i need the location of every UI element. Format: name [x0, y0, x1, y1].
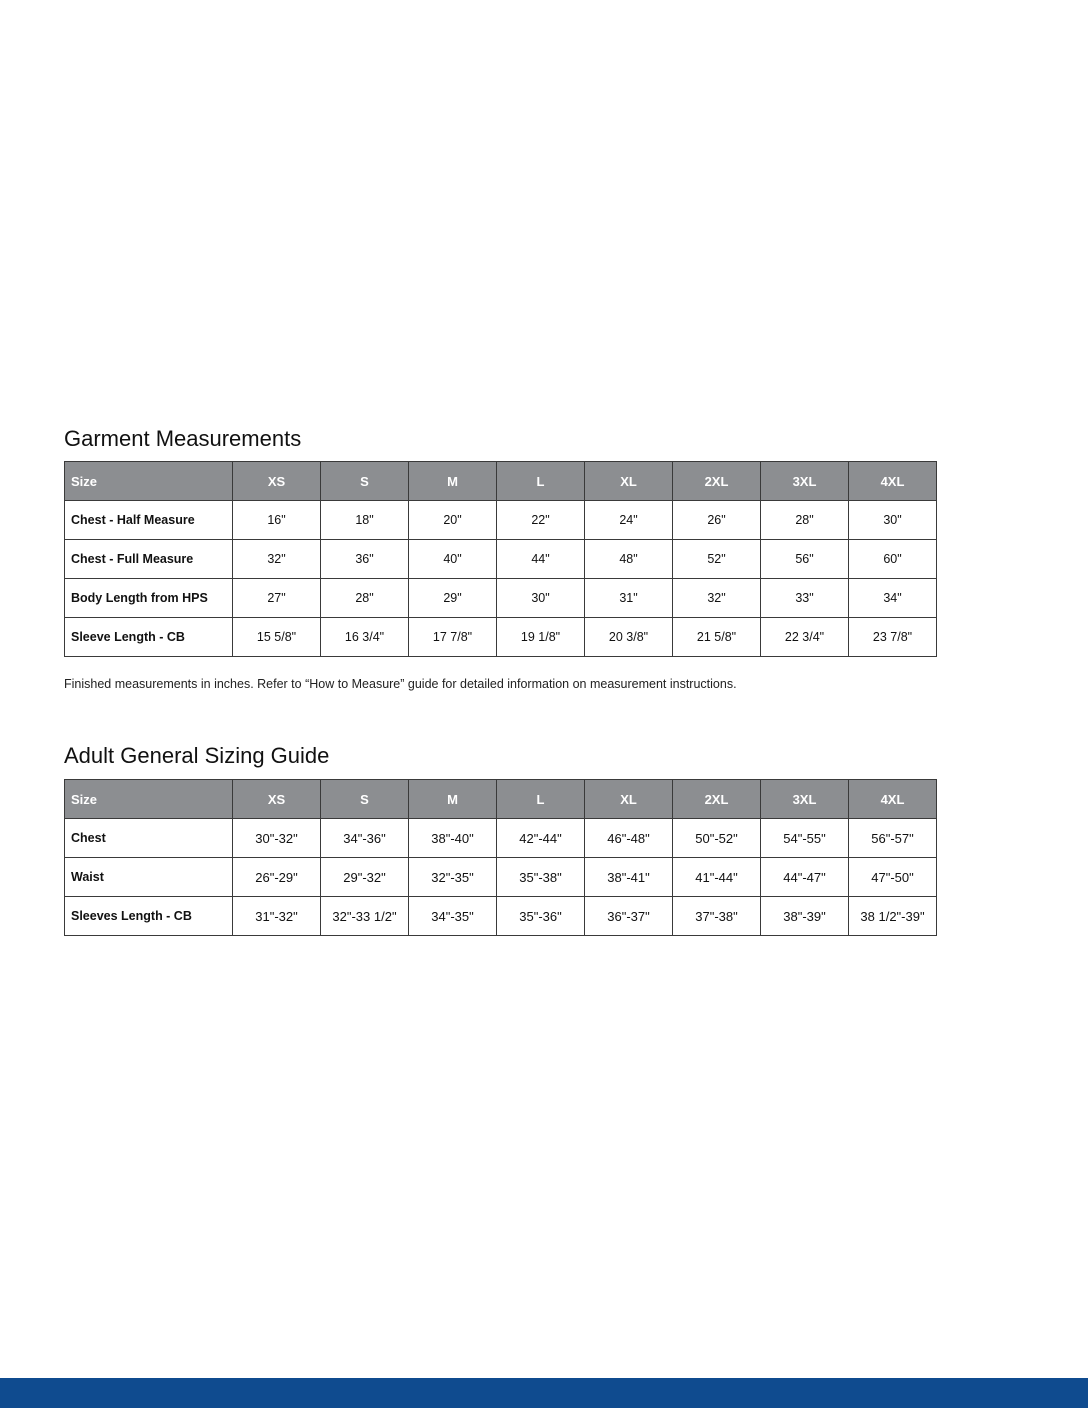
- table-cell: 35"-36": [497, 897, 585, 936]
- table-cell: 30"-32": [233, 819, 321, 858]
- table-row: [65, 819, 937, 858]
- table-cell: 54"-55": [761, 819, 849, 858]
- header-cell-xs: XS: [233, 462, 321, 501]
- table-row: [65, 897, 937, 936]
- footer-color-bar: [0, 1378, 1088, 1408]
- adult-sizing-guide-title: Adult General Sizing Guide: [64, 743, 330, 768]
- table-cell: 32": [673, 579, 761, 618]
- header-cell-m: M: [409, 462, 497, 501]
- row-label: Sleeve Length - CB: [65, 618, 233, 657]
- table-row: [65, 540, 937, 579]
- table-cell: 22 3/4": [761, 618, 849, 657]
- table-cell: 60": [849, 540, 937, 579]
- table-cell: 47"-50": [849, 858, 937, 897]
- table-cell: 34"-36": [321, 819, 409, 858]
- table-row: [65, 501, 937, 540]
- table-cell: 16": [233, 501, 321, 540]
- table-cell: 38"-41": [585, 858, 673, 897]
- table-cell: 44"-47": [761, 858, 849, 897]
- table-cell: 50"-52": [673, 819, 761, 858]
- table-cell: 20 3/8": [585, 618, 673, 657]
- table-cell: 20": [409, 501, 497, 540]
- row-label: Chest - Half Measure: [65, 501, 233, 540]
- table-cell: 29": [409, 579, 497, 618]
- header-cell-xl: XL: [585, 462, 673, 501]
- row-label: Chest: [65, 819, 233, 858]
- table-cell: 32"-33 1/2": [321, 897, 409, 936]
- header-cell-m: M: [409, 780, 497, 819]
- row-label: Sleeves Length - CB: [65, 897, 233, 936]
- garment-measurements-title: Garment Measurements: [64, 426, 302, 451]
- table-cell: 34": [849, 579, 937, 618]
- table-row: [65, 858, 937, 897]
- table-cell: 27": [233, 579, 321, 618]
- table-cell: 21 5/8": [673, 618, 761, 657]
- table-cell: 44": [497, 540, 585, 579]
- table-cell: 31"-32": [233, 897, 321, 936]
- header-cell-s: S: [321, 780, 409, 819]
- header-cell-l: L: [497, 462, 585, 501]
- table-cell: 35"-38": [497, 858, 585, 897]
- table-cell: 19 1/8": [497, 618, 585, 657]
- header-cell-4xl: 4XL: [849, 780, 937, 819]
- table-cell: 38"-40": [409, 819, 497, 858]
- header-cell-size: Size: [65, 780, 233, 819]
- table-cell: 36": [321, 540, 409, 579]
- table-cell: 16 3/4": [321, 618, 409, 657]
- table-cell: 46"-48": [585, 819, 673, 858]
- table-header-row: [65, 462, 937, 501]
- header-cell-size: Size: [65, 462, 233, 501]
- table-cell: 34"-35": [409, 897, 497, 936]
- table-cell: 42"-44": [497, 819, 585, 858]
- table-cell: 56": [761, 540, 849, 579]
- table-cell: 30": [849, 501, 937, 540]
- table-cell: 30": [497, 579, 585, 618]
- table-cell: 18": [321, 501, 409, 540]
- table-cell: 38 1/2"-39": [849, 897, 937, 936]
- header-cell-s: S: [321, 462, 409, 501]
- row-label: Chest - Full Measure: [65, 540, 233, 579]
- table-cell: 40": [409, 540, 497, 579]
- garment-measurements-table: [64, 461, 937, 657]
- table-cell: 15 5/8": [233, 618, 321, 657]
- adult-sizing-table: [64, 779, 937, 936]
- table-cell: 28": [321, 579, 409, 618]
- measurement-footnote: Finished measurements in inches. Refer to “How to Measure” guide for detailed information on measurement instructions.: [64, 677, 737, 691]
- table-cell: 31": [585, 579, 673, 618]
- table-cell: 26": [673, 501, 761, 540]
- table-cell: 36"-37": [585, 897, 673, 936]
- header-cell-2xl: 2XL: [673, 462, 761, 501]
- table-cell: 29"-32": [321, 858, 409, 897]
- table-cell: 41"-44": [673, 858, 761, 897]
- table-cell: 52": [673, 540, 761, 579]
- table-cell: 26"-29": [233, 858, 321, 897]
- table-cell: 22": [497, 501, 585, 540]
- table-row: [65, 618, 937, 657]
- table-cell: 48": [585, 540, 673, 579]
- table-cell: 38"-39": [761, 897, 849, 936]
- table-cell: 28": [761, 501, 849, 540]
- table-header-row: [65, 780, 937, 819]
- header-cell-xl: XL: [585, 780, 673, 819]
- row-label: Body Length from HPS: [65, 579, 233, 618]
- row-label: Waist: [65, 858, 233, 897]
- table-cell: 37"-38": [673, 897, 761, 936]
- header-cell-l: L: [497, 780, 585, 819]
- header-cell-3xl: 3XL: [761, 780, 849, 819]
- header-cell-4xl: 4XL: [849, 462, 937, 501]
- table-cell: 32": [233, 540, 321, 579]
- table-cell: 33": [761, 579, 849, 618]
- table-cell: 24": [585, 501, 673, 540]
- header-cell-2xl: 2XL: [673, 780, 761, 819]
- table-cell: 23 7/8": [849, 618, 937, 657]
- header-cell-3xl: 3XL: [761, 462, 849, 501]
- table-cell: 17 7/8": [409, 618, 497, 657]
- table-row: [65, 579, 937, 618]
- header-cell-xs: XS: [233, 780, 321, 819]
- table-cell: 56"-57": [849, 819, 937, 858]
- table-cell: 32"-35": [409, 858, 497, 897]
